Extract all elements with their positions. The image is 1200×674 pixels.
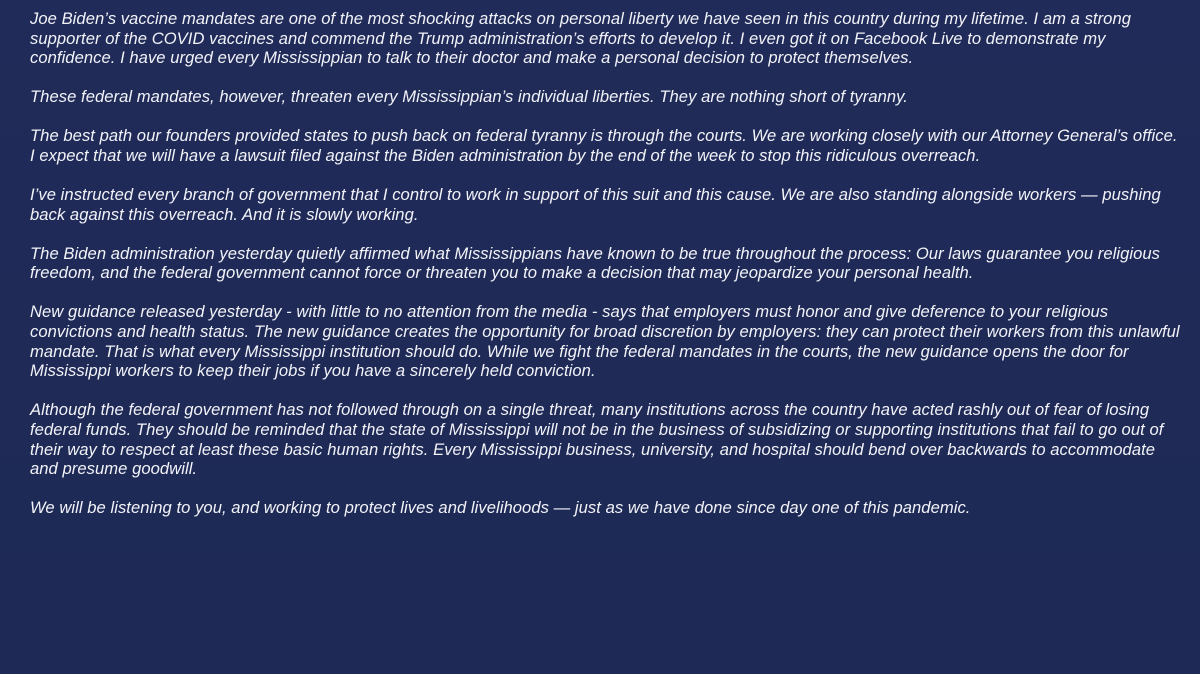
statement-paragraph-7: Although the federal government has not followed through on a single threat, many institutions across the country have acted rashly out of fear of losing federal funds. They should be reminded that the state of Mississippi will not be in the business of subsidizing or supporting institutions that fail to go out of their way to respect at least these basic human rights. Every Mississippi business, university, and hospital should bend over backwards to accommodate and presume goodwill. xyxy=(30,400,1164,479)
statement-paragraph-6: New guidance released yesterday - with little to no attention from the media - says that employers must honor and give deference to your religious convictions and health status. The new guidance creates the opportunity for broad discretion by employers: they can protect their workers from this unlawful mandate. That is what every Mississippi institution should do. While we fight the federal mandates in the courts, the new guidance opens the door for Mississippi workers to keep their jobs if you have a sincerely held conviction. xyxy=(30,302,1180,381)
statement-paragraph-5: The Biden administration yesterday quietly affirmed what Mississippians have known to be true throughout the process: Our laws guarantee you religious freedom, and the federal government cannot force or threaten you to make a decision that may jeopardize your personal health. xyxy=(30,243,1161,283)
statement-paragraph-4: I’ve instructed every branch of government that I control to work in support of this suit and this cause. We are also standing alongside workers — pushing back against this overreach. And it is slowly working. xyxy=(30,185,1161,224)
statement-paragraph-1: Joe Biden’s vaccine mandates are one of the most shocking attacks on personal liberty we have seen in this country during my lifetime. I am a strong supporter of the COVID vaccines and commend the Trump administration’s efforts to develop it. I even got it on Facebook Live to demonstrate my confidence. I have urged every Mississippian to talk to their doctor and make a personal decision to protect themselves. xyxy=(30,9,1132,68)
statement-paragraph-8: We will be listening to you, and working to protect lives and livelihoods — just as we have done since day one of this pandemic. xyxy=(30,498,971,518)
statement-paragraph-2: These federal mandates, however, threaten every Mississippian’s individual liberties. They are nothing short of tyranny. xyxy=(30,87,908,107)
statement-paragraph-3: The best path our founders provided states to push back on federal tyranny is through the courts. We are working closely with our Attorney General’s office. I expect that we will have a lawsuit filed against the Biden administration by the end of the week to stop this ridiculous overreach. xyxy=(30,126,1178,165)
